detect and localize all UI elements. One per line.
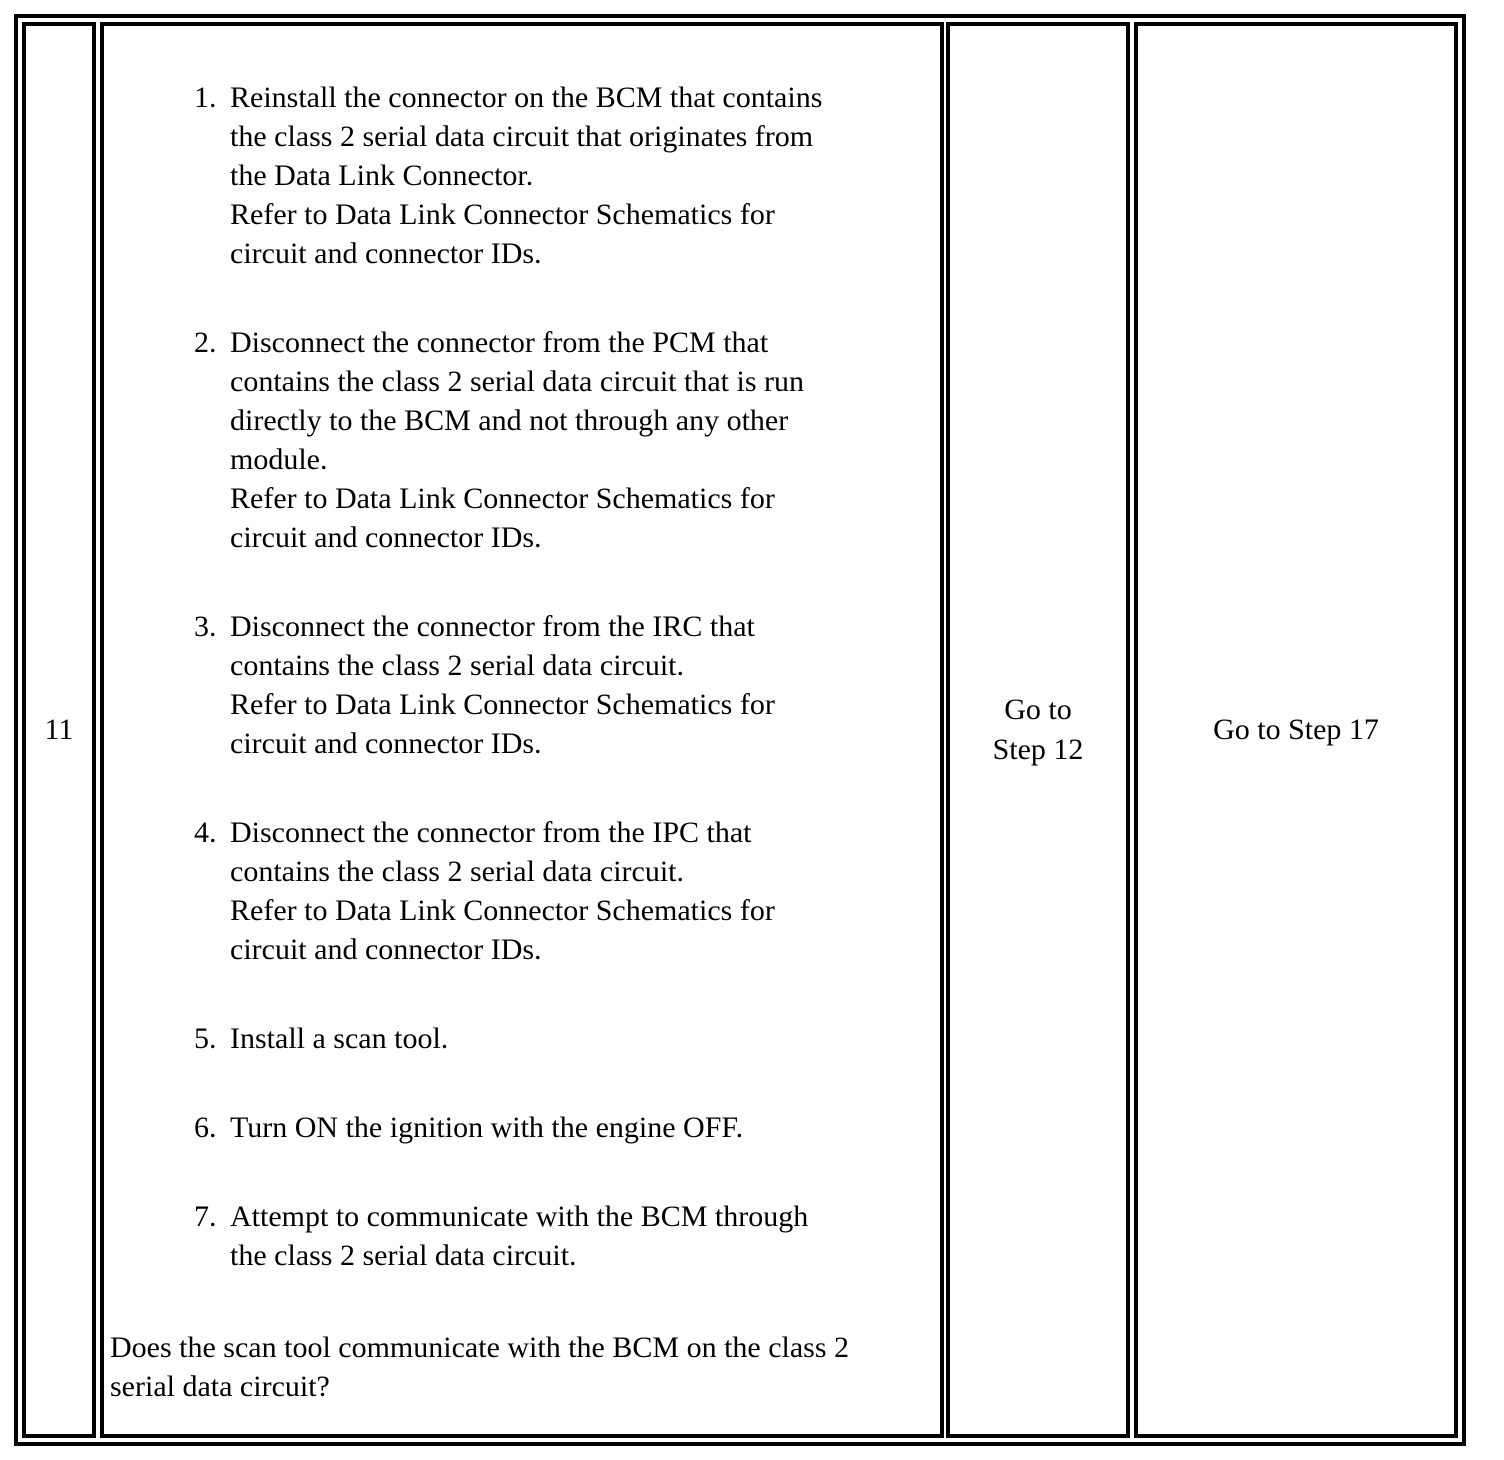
step-text-line: the class 2 serial data circuit. (230, 1239, 577, 1272)
list-item (194, 1019, 904, 1058)
step-text-line: Refer to Data Link Connector Schematics for (230, 688, 775, 721)
question-line: Does the scan tool communicate with the BCM on the class 2 (110, 1331, 850, 1364)
yes-result-line: Go to (1004, 693, 1072, 726)
yes-result-line: Step 12 (992, 733, 1084, 766)
step-text-line: Turn ON the ignition with the engine OFF. (230, 1111, 744, 1144)
list-item (194, 1108, 904, 1147)
step-item-number: 5. (194, 1022, 217, 1055)
yes-cell (946, 22, 1130, 1438)
step-text-line: circuit and connector IDs. (230, 933, 542, 966)
list-item (194, 813, 904, 969)
step-item-number: 3. (194, 610, 217, 643)
step-text-line: Refer to Data Link Connector Schematics for (230, 198, 775, 231)
step-item-number: 6. (194, 1111, 217, 1144)
step-text-line: contains the class 2 serial data circuit. (230, 855, 684, 888)
action-cell (100, 22, 944, 1438)
step-text-line: circuit and connector IDs. (230, 727, 542, 760)
no-result: Go to Step 17 (1213, 713, 1379, 746)
step-text-line: Refer to Data Link Connector Schematics for (230, 894, 775, 927)
question-text (110, 1328, 940, 1406)
step-item-number: 1. (194, 81, 217, 114)
step-text-line: module. (230, 443, 328, 476)
step-text-line: Disconnect the connector from the PCM that (230, 326, 769, 359)
list-item (194, 1197, 904, 1275)
step-text-line: the Data Link Connector. (230, 159, 534, 192)
step-text-line: circuit and connector IDs. (230, 521, 542, 554)
list-item (194, 607, 904, 763)
no-cell (1134, 22, 1458, 1438)
step-text-line: Disconnect the connector from the IRC that (230, 610, 755, 643)
step-text-line: Reinstall the connector on the BCM that contains (230, 81, 823, 114)
step-text-line: circuit and connector IDs. (230, 237, 542, 270)
list-item (194, 78, 904, 273)
step-text-line: Refer to Data Link Connector Schematics for (230, 482, 775, 515)
step-text-line: contains the class 2 serial data circuit that is run (230, 365, 804, 398)
step-text-line: the class 2 serial data circuit that originates from (230, 120, 814, 153)
step-number: 11 (44, 713, 74, 746)
step-item-number: 7. (194, 1200, 217, 1233)
step-text-line: Disconnect the connector from the IPC that (230, 816, 752, 849)
step-list (194, 78, 904, 1325)
step-text-line: Attempt to communicate with the BCM through (230, 1200, 809, 1233)
step-text-line: contains the class 2 serial data circuit. (230, 649, 684, 682)
step-text-line: Install a scan tool. (230, 1022, 449, 1055)
list-item (194, 323, 904, 557)
step-number-cell (22, 22, 96, 1438)
step-item-number: 4. (194, 816, 217, 849)
step-item-number: 2. (194, 326, 217, 359)
question-line: serial data circuit? (110, 1370, 330, 1403)
yes-result (950, 690, 1126, 770)
step-text-line: directly to the BCM and not through any other (230, 404, 789, 437)
